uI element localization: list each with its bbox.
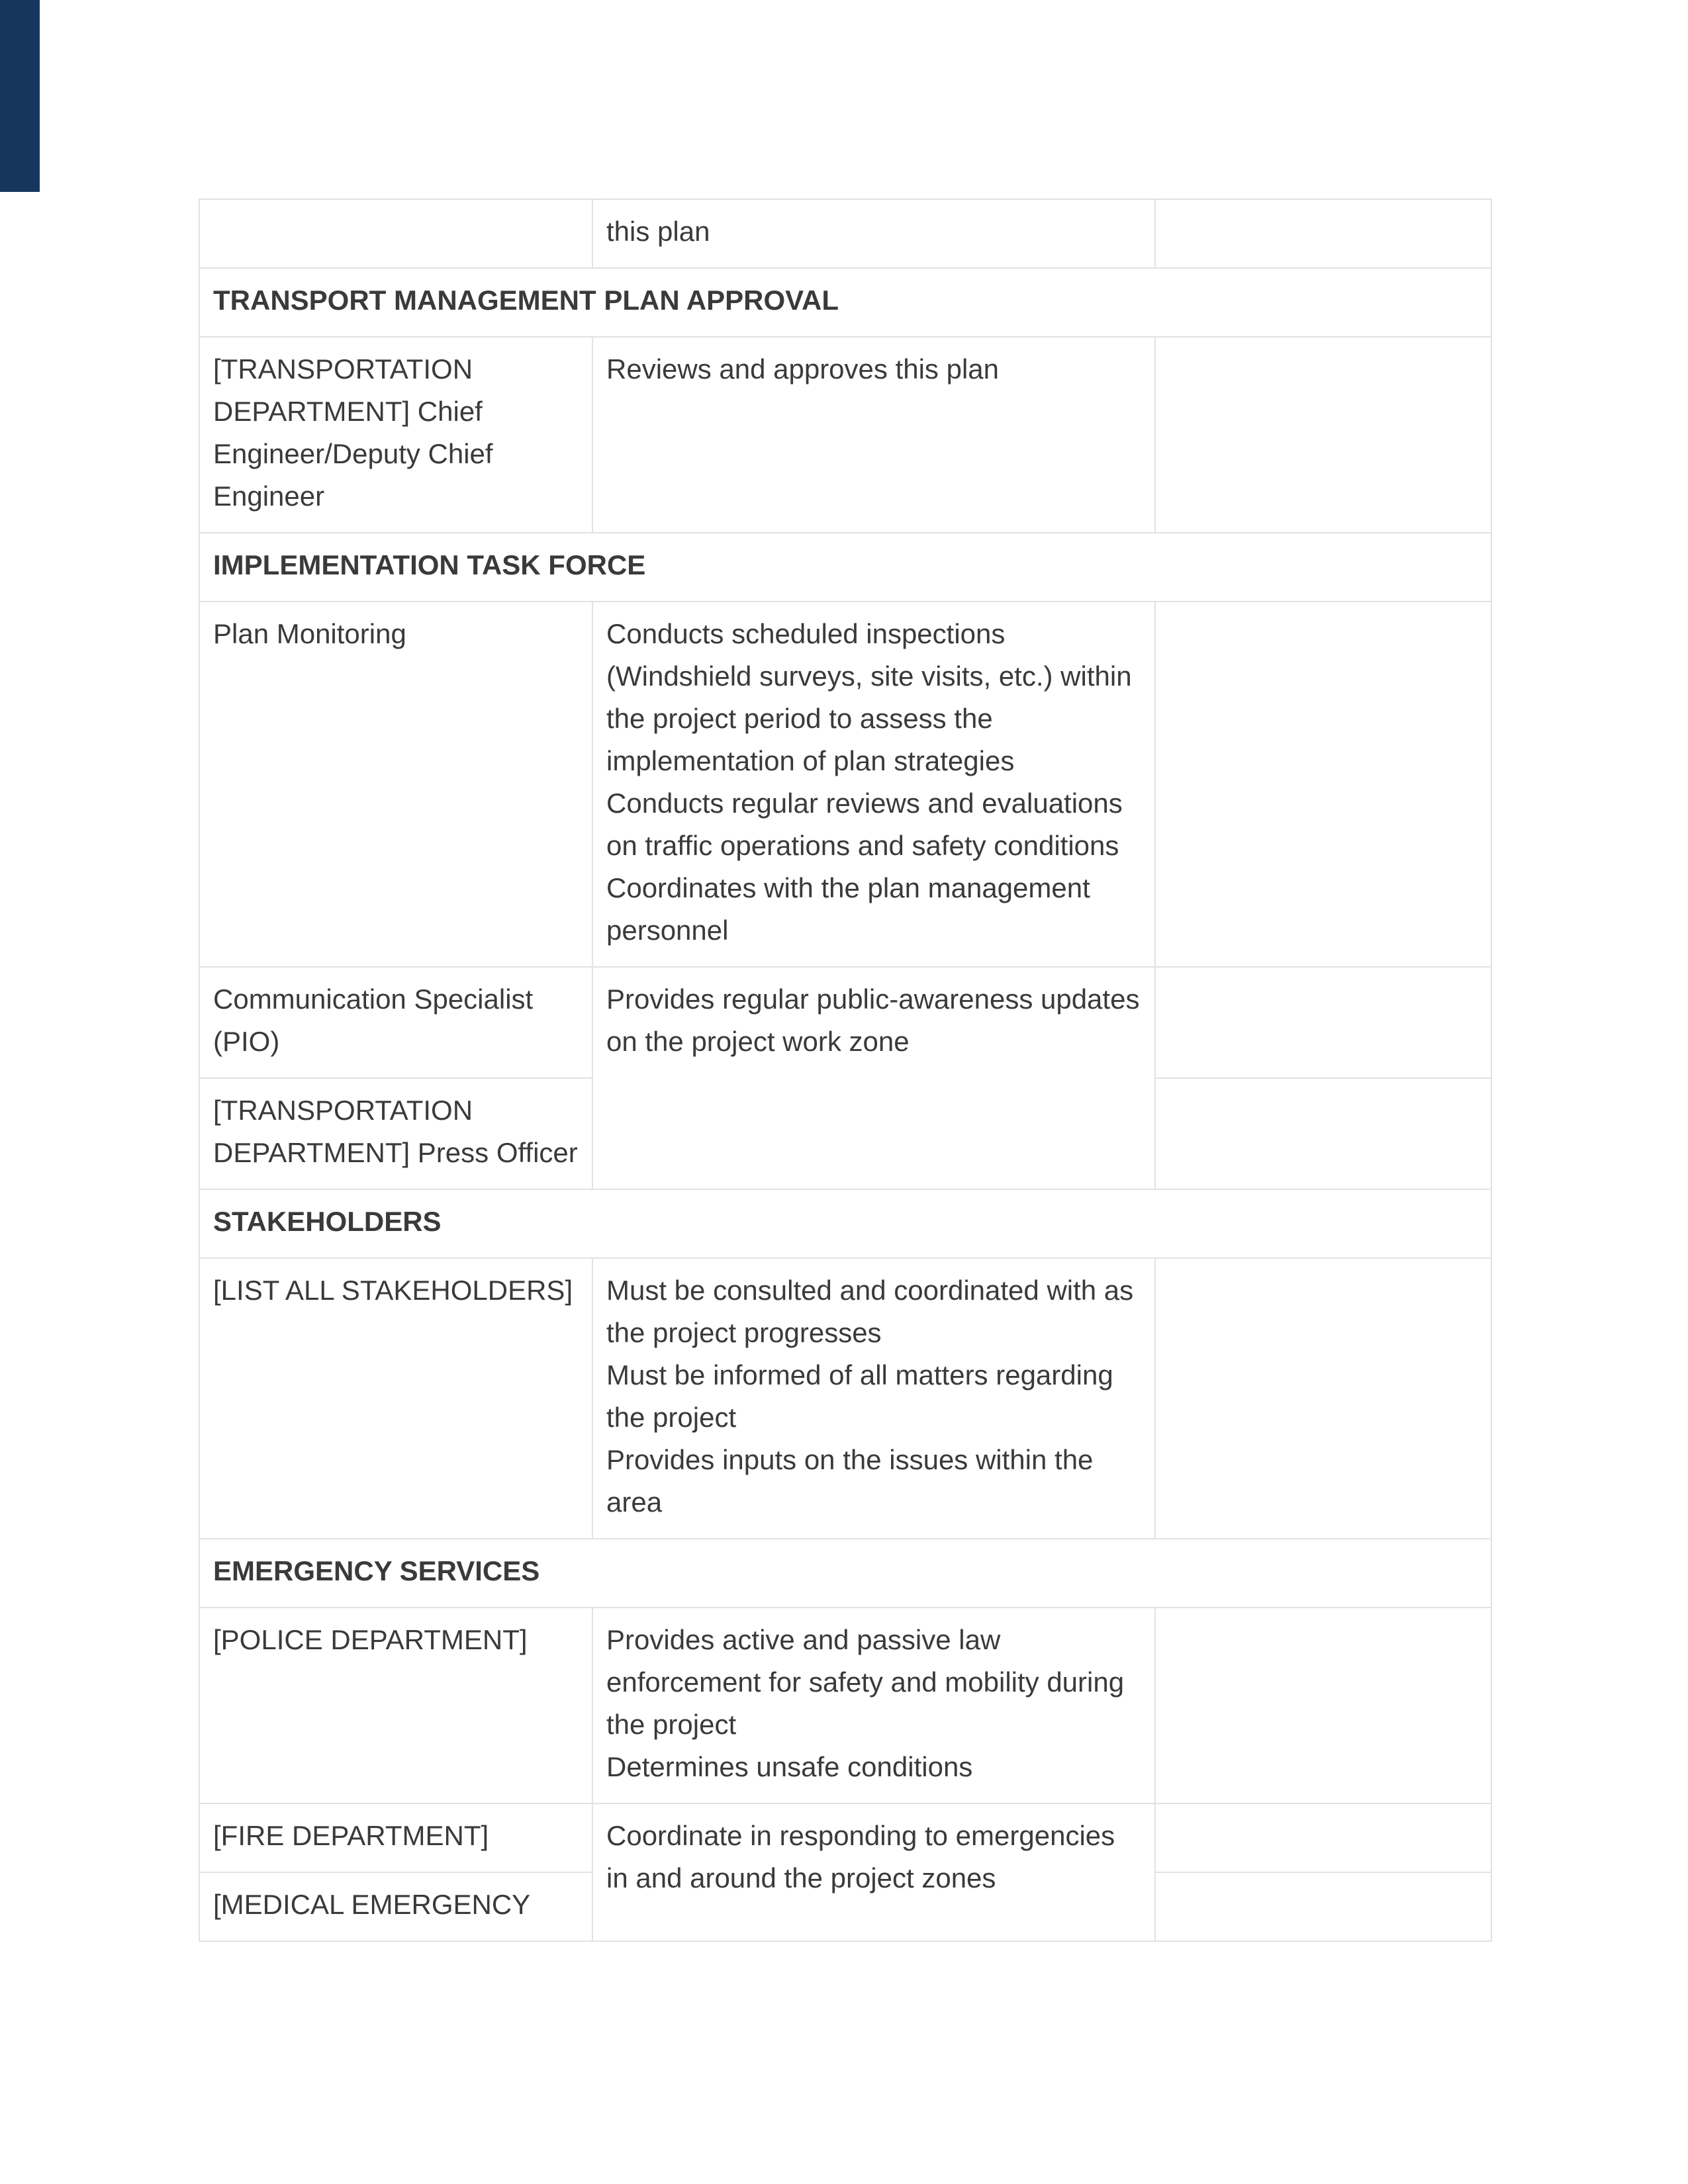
role-cell: [TRANSPORTATION DEPARTMENT] Press Officer <box>199 1078 592 1189</box>
table-row <box>199 602 1491 967</box>
responsibility-line: Provides active and passive law enforcement for safety and mobility during the project <box>606 1624 1125 1740</box>
name-cell <box>1155 337 1491 533</box>
section-row-emergency <box>199 1539 1491 1608</box>
responsibility-line: Must be consulted and coordinated with as the project progresses <box>606 1275 1134 1348</box>
responsibility-line: Conducts regular reviews and evaluations on traffic operations and safety conditions <box>606 788 1123 861</box>
responsibility-line: Provides inputs on the issues within the area <box>606 1444 1094 1518</box>
name-cell <box>1155 1872 1491 1941</box>
name-cell <box>1155 1608 1491 1803</box>
name-cell <box>1155 1078 1491 1189</box>
role-cell: Plan Monitoring <box>199 602 592 967</box>
name-cell <box>1155 1258 1491 1539</box>
roles-responsibilities-table <box>199 199 1492 1942</box>
section-row-stakeholders <box>199 1189 1491 1258</box>
section-heading: STAKEHOLDERS <box>199 1189 1491 1258</box>
role-cell: [FIRE DEPARTMENT] <box>199 1803 592 1872</box>
responsibility-cell: Coordinate in responding to emergencies in and around the project zones <box>592 1803 1155 1941</box>
role-cell: [TRANSPORTATION DEPARTMENT] Chief Engineer/Deputy Chief Engineer <box>199 337 592 533</box>
responsibility-cell: Provides regular public-awareness updates on the project work zone <box>592 967 1155 1189</box>
responsibility-line: Determines unsafe conditions <box>606 1751 973 1782</box>
section-heading: TRANSPORT MANAGEMENT PLAN APPROVAL <box>199 268 1491 337</box>
name-cell <box>1155 602 1491 967</box>
table-row <box>199 199 1491 268</box>
role-cell: [MEDICAL EMERGENCY <box>199 1872 592 1941</box>
table-row <box>199 1258 1491 1539</box>
responsibility-line: Coordinates with the plan management personnel <box>606 872 1090 946</box>
table-row <box>199 337 1491 533</box>
name-cell <box>1155 967 1491 1078</box>
responsibility-cell <box>592 1258 1155 1539</box>
corner-accent-bar <box>0 0 40 192</box>
responsibility-line: Must be informed of all matters regarding the project <box>606 1359 1113 1433</box>
responsibility-line: Conducts scheduled inspections (Windshield surveys, site visits, etc.) within the project period to assess the implementation of plan strategies <box>606 618 1132 776</box>
section-heading: EMERGENCY SERVICES <box>199 1539 1491 1608</box>
table-row <box>199 967 1491 1078</box>
table-row <box>199 1608 1491 1803</box>
section-row-approval <box>199 268 1491 337</box>
responsibility-cell: Reviews and approves this plan <box>592 337 1155 533</box>
responsibility-cell: this plan <box>592 199 1155 268</box>
responsibility-cell <box>592 602 1155 967</box>
section-row-task-force <box>199 533 1491 602</box>
role-cell: [POLICE DEPARTMENT] <box>199 1608 592 1803</box>
table-row <box>199 1803 1491 1872</box>
role-cell: Communication Specialist (PIO) <box>199 967 592 1078</box>
role-cell: [LIST ALL STAKEHOLDERS] <box>199 1258 592 1539</box>
section-heading: IMPLEMENTATION TASK FORCE <box>199 533 1491 602</box>
name-cell <box>1155 199 1491 268</box>
responsibility-cell <box>592 1608 1155 1803</box>
name-cell <box>1155 1803 1491 1872</box>
role-cell <box>199 199 592 268</box>
